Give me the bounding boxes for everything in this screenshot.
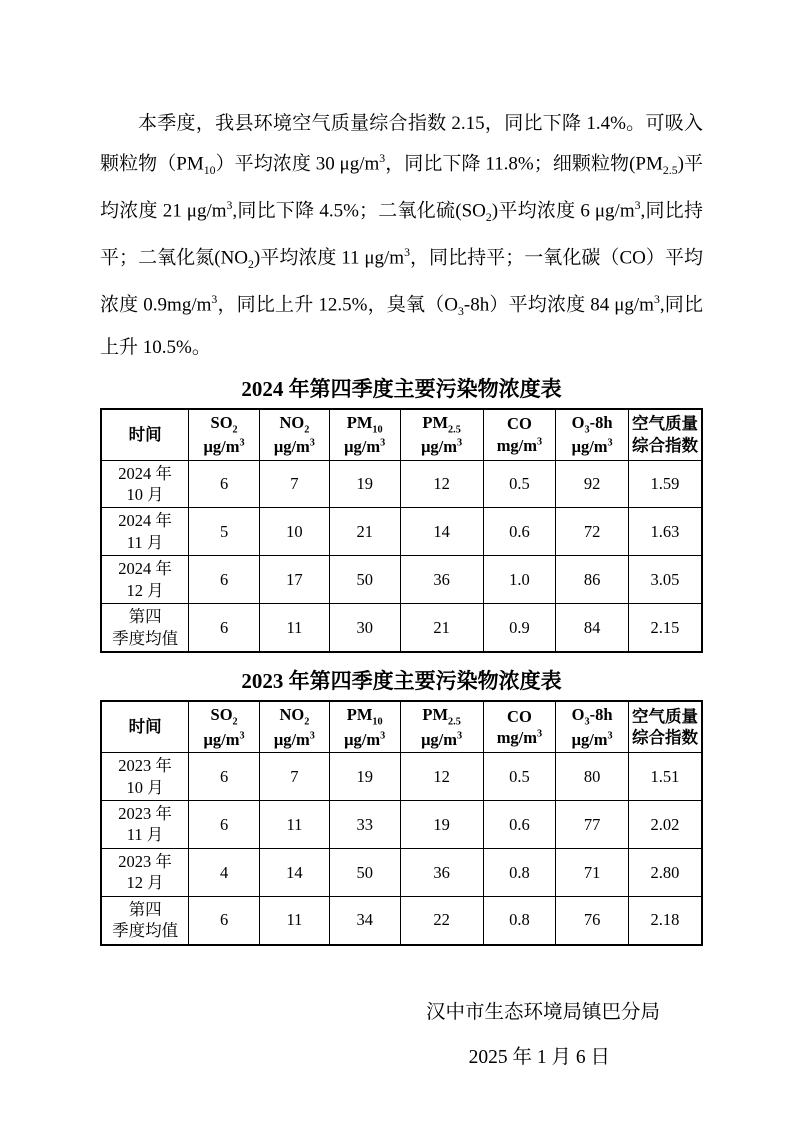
table-row (101, 508, 702, 556)
table-row (101, 556, 702, 604)
table-row (101, 800, 702, 848)
table-cell: 6 (189, 604, 260, 652)
table-row (101, 604, 702, 652)
table-cell: 50 (329, 848, 400, 896)
table-cell: 1.63 (628, 508, 702, 556)
table-cell: 5 (189, 508, 260, 556)
table-cell: 86 (556, 556, 629, 604)
table-cell: 92 (556, 460, 629, 508)
table-cell: 72 (556, 508, 629, 556)
row-label: 2023 年 10 月 (101, 753, 189, 801)
column-header: 空气质量 综合指数 (628, 701, 702, 753)
table-cell: 19 (329, 460, 400, 508)
column-header: $PM_{10}$ $\mu g/m^3$ (329, 701, 400, 753)
table-cell: 6 (189, 800, 260, 848)
table-cell: 84 (556, 604, 629, 652)
table-cell: 14 (400, 508, 483, 556)
table-cell: 50 (329, 556, 400, 604)
table-cell: 0.6 (483, 508, 556, 556)
table-cell: 4 (189, 848, 260, 896)
column-header: 空气质量 综合指数 (628, 409, 702, 461)
table-cell: 0.8 (483, 896, 556, 944)
column-header: $NO_2$ $\mu g/m^3$ (260, 701, 330, 753)
table-cell: 7 (260, 753, 330, 801)
table-cell: 6 (189, 556, 260, 604)
table-2023-title: 2023 年第四季度主要污染物浓度表 (241, 669, 562, 694)
row-label: 2023 年 12 月 (101, 848, 189, 896)
table-cell: 11 (260, 604, 330, 652)
table-cell: 1.0 (483, 556, 556, 604)
table-cell: 10 (260, 508, 330, 556)
table-cell: 7 (260, 460, 330, 508)
table-cell: 0.8 (483, 848, 556, 896)
column-header: 时间 (101, 409, 189, 461)
table-cell: 0.9 (483, 604, 556, 652)
signature-date: 2025 年 1 月 6 日 (468, 1046, 610, 1068)
table-cell: 11 (260, 800, 330, 848)
table-row (101, 460, 702, 508)
column-header: $PM_{2.5}$ $\mu g/m^3$ (400, 701, 483, 753)
table-cell: 6 (189, 753, 260, 801)
table-cell: 36 (400, 556, 483, 604)
row-label: 第四 季度均值 (101, 604, 189, 652)
table-cell: 71 (556, 848, 629, 896)
table-cell: 21 (400, 604, 483, 652)
table-cell: 30 (329, 604, 400, 652)
column-header: $PM_{10}$ $\mu g/m^3$ (329, 409, 400, 461)
column-header: $NO_2$ $\mu g/m^3$ (260, 409, 330, 461)
table-cell: 17 (260, 556, 330, 604)
table-cell: 76 (556, 896, 629, 944)
column-header: CO $mg/m^3$ (483, 701, 556, 753)
table-cell: 6 (189, 896, 260, 944)
row-label: 2023 年 11 月 (101, 800, 189, 848)
table-cell: 12 (400, 460, 483, 508)
table-cell: 19 (400, 800, 483, 848)
table-cell: 2.02 (628, 800, 702, 848)
column-header: $PM_{2.5}$ $\mu g/m^3$ (400, 409, 483, 461)
column-header: $O_3-8h$ $\mu g/m^3$ (556, 409, 629, 461)
table-cell: 2.15 (628, 604, 702, 652)
table-row (101, 848, 702, 896)
table-cell: 77 (556, 800, 629, 848)
column-header: CO $mg/m^3$ (483, 409, 556, 461)
column-header: $O_3-8h$ $\mu g/m^3$ (556, 701, 629, 753)
table-row (101, 753, 702, 801)
column-header: $SO_2$ $\mu g/m^3$ (189, 409, 260, 461)
table-cell: 33 (329, 800, 400, 848)
table-cell: 0.6 (483, 800, 556, 848)
table-cell: 11 (260, 896, 330, 944)
signature-org: 汉中市生态环境局镇巴分局 (425, 1001, 660, 1023)
table-cell: 22 (400, 896, 483, 944)
table-cell: 36 (400, 848, 483, 896)
table-cell: 14 (260, 848, 330, 896)
pollutant-table-2023 (100, 700, 703, 946)
table-cell: 2.18 (628, 896, 702, 944)
summary-paragraph: 本季度，我县环境空气质量综合指数 2.15，同比下降 1.4%。可吸入颗粒物$(PM_{10})$平均浓度 30 $\mu g/m^3$，同比下降 11.8%；细颗粒物$(PM_{2.5})$平均浓度 21 $\mu g/m^3$,同比下降 4.5%；二氧化硫$(SO_2)$平均浓度 6 $\mu g/m^3$,同比持平；二氧化氮$(NO_2)$平均浓度 11 $\mu g/m^3$，同比持平；一氧化碳（CO）平均浓度 $0.9mg/m^3$，同比上升 12.5%，臭氧$(O_3-8h)$平均浓度 84 $\mu g/m^3$,同比上升 10.5%。 (100, 113, 704, 358)
header-row (101, 409, 702, 461)
table-cell: 3.05 (628, 556, 702, 604)
table-cell: 0.5 (483, 753, 556, 801)
table-row (101, 896, 702, 944)
table-cell: 19 (329, 753, 400, 801)
table-cell: 21 (329, 508, 400, 556)
row-label: 2024 年 10 月 (101, 460, 189, 508)
table-cell: 1.59 (628, 460, 702, 508)
row-label: 2024 年 11 月 (101, 508, 189, 556)
table-cell: 12 (400, 753, 483, 801)
pollutant-table-2024 (100, 408, 703, 654)
table-cell: 34 (329, 896, 400, 944)
table-cell: 1.51 (628, 753, 702, 801)
header-row (101, 701, 702, 753)
column-header: 时间 (101, 701, 189, 753)
table-cell: 6 (189, 460, 260, 508)
table-cell: 80 (556, 753, 629, 801)
table-cell: 0.5 (483, 460, 556, 508)
column-header: $SO_2$ $\mu g/m^3$ (189, 701, 260, 753)
table-cell: 2.80 (628, 848, 702, 896)
row-label: 第四 季度均值 (101, 896, 189, 944)
row-label: 2024 年 12 月 (101, 556, 189, 604)
table-2024-title: 2024 年第四季度主要污染物浓度表 (241, 376, 562, 401)
